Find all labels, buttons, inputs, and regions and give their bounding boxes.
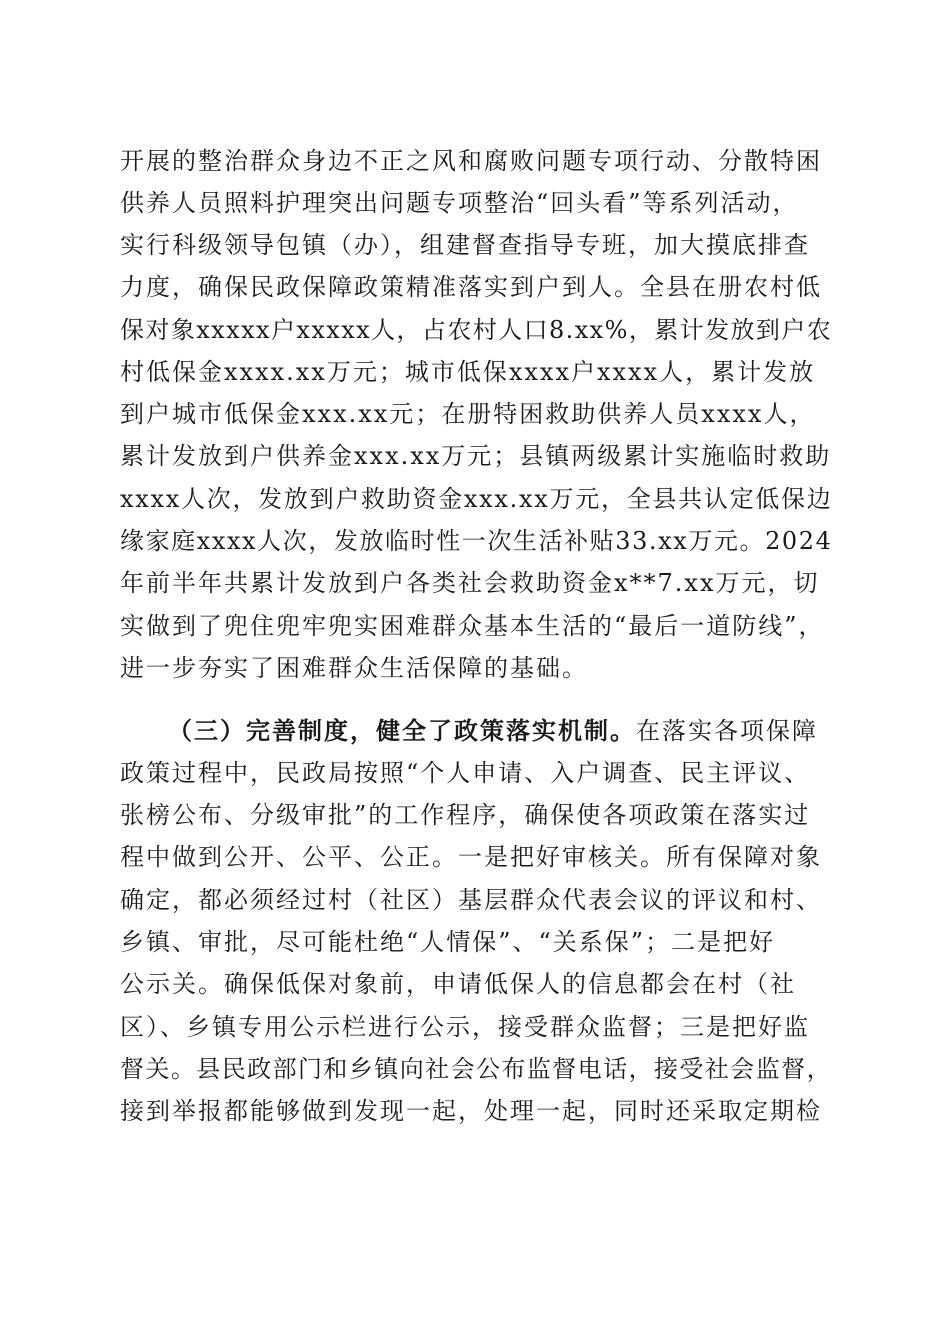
paragraph-line: 累计发放到户供养金xxx.xx万元；县镇两级累计实施临时救助	[120, 442, 832, 470]
paragraph-line: 公示关。确保低保对象前，申请低保人的信息都会在村（社	[120, 970, 796, 998]
paragraph-line: 区）、乡镇专用公示栏进行公示，接受群众监督；三是把好监	[120, 1013, 810, 1041]
paragraph-line: 张榜公布、分级审批”的工作程序，确保使各项政策在落实过	[120, 801, 811, 829]
paragraph-line: xxxx人次，发放到户救助资金xxx.xx万元，全县共认定低保边	[120, 485, 833, 513]
paragraph-line: 保对象xxxxx户xxxxx人，占农村人口8.xx%，累计发放到户农	[120, 316, 833, 344]
paragraph-line: 实做到了兜住兜牢兜实困难群众基本生活的“最后一道防线”，	[120, 612, 825, 640]
paragraph-line: 年前半年共累计发放到户各类社会救助资金x**7.xx万元，切	[120, 569, 820, 597]
paragraph-line: 缘家庭xxxx人次，发放临时性一次生活补贴33.xx万元。2024	[120, 527, 833, 555]
paragraph-line: 督关。县民政部门和乡镇向社会公布监督电话，接受社会监督，	[120, 1055, 832, 1083]
paragraph-line: 实行科级领导包镇（办），组建督查指导专班，加大摸底排查	[120, 231, 810, 259]
paragraph-line: 乡镇、审批，尽可能杜绝“人情保”、“关系保”；二是把好	[120, 928, 776, 956]
paragraph-line: 政策过程中，民政局按照“个人申请、入户调查、民主评议、	[120, 759, 811, 787]
section-heading-rest: 在落实各项保障	[636, 717, 818, 745]
paragraph-line: 确定，都必须经过村（社区）基层群众代表会议的评议和村、	[120, 886, 822, 914]
paragraph-line: 到户城市低保金xxx.xx元；在册特困救助供养人员xxxx人，	[120, 400, 816, 428]
paragraph-line: 村低保金xxxx.xx万元；城市低保xxxx户xxxx人，累计发放	[120, 358, 816, 386]
section-heading: （三）完善制度，健全了政策落实机制。	[168, 716, 636, 745]
paragraph-line: 程中做到公开、公平、公正。一是把好审核关。所有保障对象	[120, 843, 822, 871]
paragraph-line: 供养人员照料护理突出问题专项整治“回头看”等系列活动，	[120, 189, 799, 217]
paragraph-line: 力度，确保民政保障政策精准落实到户到人。全县在册农村低	[120, 273, 822, 301]
paragraph-line: 进一步夯实了困难群众生活保障的基础。	[120, 654, 588, 682]
paragraph-line: 开展的整治群众身边不正之风和腐败问题专项行动、分散特困	[120, 147, 822, 175]
paragraph-line: 接到举报都能够做到发现一起，处理一起，同时还采取定期检	[120, 1097, 822, 1125]
section-heading-line	[168, 711, 818, 751]
